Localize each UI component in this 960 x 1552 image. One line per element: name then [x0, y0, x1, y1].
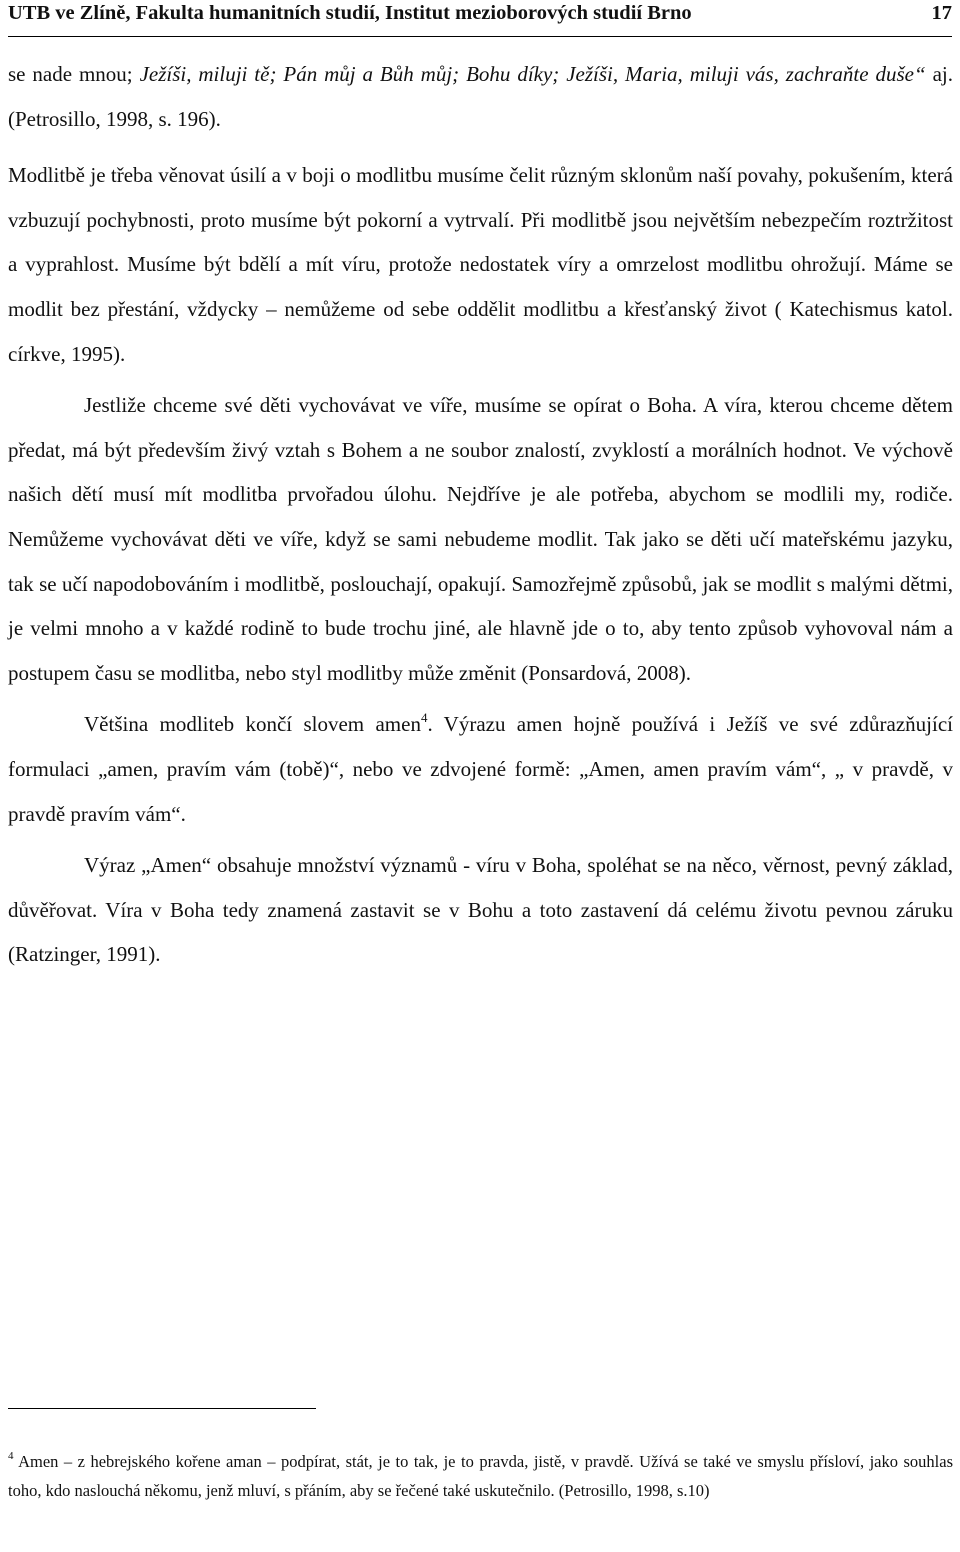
footnote — [8, 1448, 953, 1505]
page-body — [8, 52, 953, 977]
paragraph-4-start: Většina modliteb končí slovem amen — [84, 712, 421, 737]
paragraph-2: Modlitbě je třeba věnovat úsilí a v boji o modlitbu musíme čelit různým sklonům naší povahy, pokušením, která vzbuzují pochybnosti, proto musíme být pokorní a vytrvalí. Při modlitbě jsou největším nebezpečím roztržitost a vyprahlost. Musíme být bdělí a mít víru, protože nedostatek víry a omrzelost modlitbu ohrožují. Máme se modlit bez přestání, vždycky – nemůžeme od sebe oddělit modlitbu a křesťanský život ( Katechismus katol. církve, 1995). — [8, 163, 953, 366]
paragraph-1-citation: aj. (Petrosillo, 1998, s. 196). — [8, 62, 954, 131]
paragraph-3: Jestliže chceme své děti vychovávat ve víře, musíme se opírat o Boha. A víra, kterou chceme dětem předat, má být především živý vztah s Bohem a ne soubor znalostí, zvyklostí a morálních hodnot. Ve výchově našich dětí musí mít modlitba prvořadou úlohu. Nejdříve je ale potřeba, abychom se modlili my, rodiče. Nemůžeme vychovávat děti ve víře, když se sami nebudeme modlit. Tak jako se děti učí mateřskému jazyku, tak se učí napodobováním i modlitbě, poslouchají, opakují. Samozřejmě způsobů, jak se modlit s malými dětmi, je velmi mnoho a v každé rodině to bude trochu jiné, ale hlavně jde o to, aby tento způsob vyhovoval nám a postupem času se modlitba, nebo styl modlitby může změnit (Ponsardová, 2008). — [8, 393, 953, 685]
paragraph-1 — [8, 52, 953, 141]
footnote-text: Amen – z hebrejského kořene aman – podpírat, stát, je to tak, je to pravda, jistě, v pravdě. Užívá se také ve smyslu přísloví, jako souhlas toho, kdo naslouchá někomu, jenž mluví, s přáním, aby se řečené také uskutečnilo. (Petrosillo, 1998, s.10) — [8, 1452, 953, 1500]
page-number: 17 — [931, 2, 952, 24]
paragraph-5: Výraz „Amen“ obsahuje množství významů - víru v Boha, spoléhat se na něco, věrnost, pevný základ, důvěřovat. Víra v Boha tedy znamená zastavit se v Bohu a toto zastavení dá celému životu pevnou záruku (Ratzinger, 1991). — [8, 853, 953, 967]
page-header — [8, 0, 952, 37]
header-title: UTB ve Zlíně, Fakulta humanitních studií, Institut mezioborových studií Brno — [8, 2, 692, 24]
paragraph-4 — [8, 702, 953, 836]
prayer-quote: Ježíši, miluji tě; Pán můj a Bůh můj; Bohu díky; Ježíši, Maria, miluji vás, zachraňte duše“ — [139, 62, 926, 86]
paragraph-1-lead: se nade mnou; — [8, 62, 140, 86]
footnote-number: 4 — [8, 1450, 14, 1462]
footnote-reference[interactable]: 4 — [420, 710, 428, 726]
paragraph-4-end: . Výrazu amen hojně používá i Ježíš ve své zdůrazňující formulaci „amen, pravím vám (tobě)“, nebo ve zdvojené formě: „Amen, amen pravím vám“, „ v pravdě, v pravdě pravím vám“. — [8, 712, 953, 826]
footnote-separator — [8, 1408, 316, 1409]
